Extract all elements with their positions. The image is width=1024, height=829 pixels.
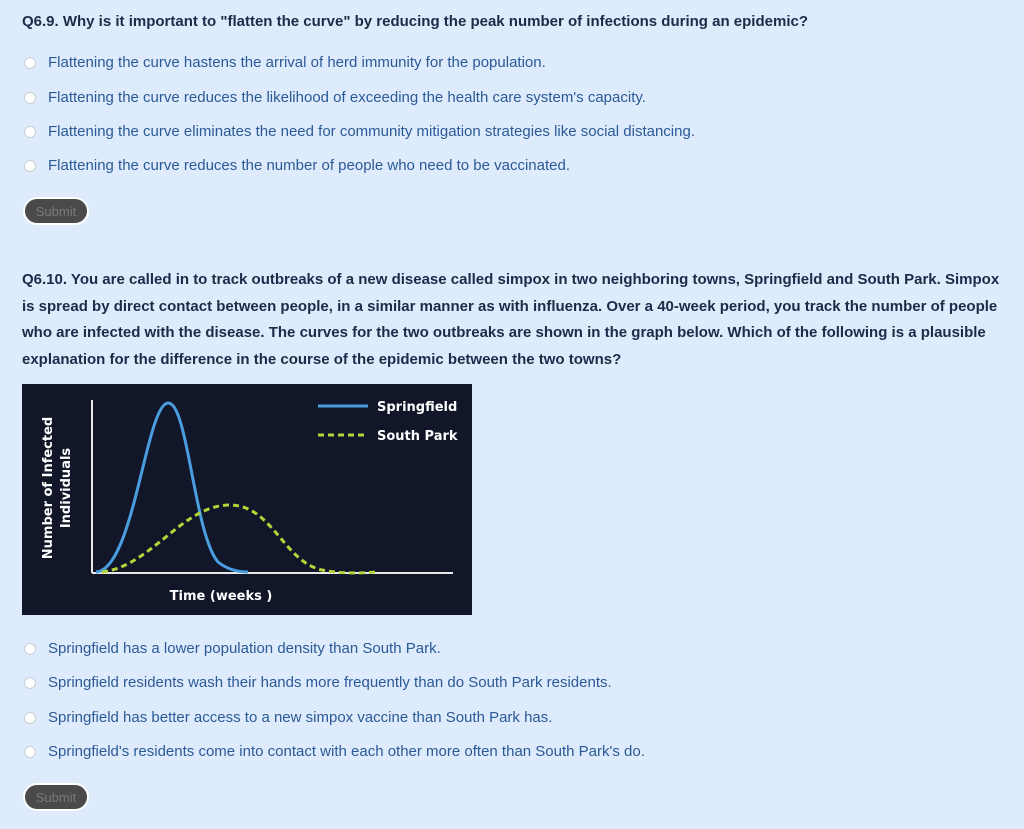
south-park-curve bbox=[102, 505, 378, 573]
option-label: Flattening the curve eliminates the need for community mitigation strategies like social distancing. bbox=[48, 123, 695, 140]
legend-springfield: Springfield bbox=[377, 400, 458, 415]
radio-button[interactable] bbox=[24, 712, 36, 724]
q2-option-1[interactable] bbox=[24, 640, 441, 657]
q1-option-2[interactable] bbox=[24, 89, 646, 106]
radio-button[interactable] bbox=[24, 160, 36, 172]
x-axis-label: Time (weeks ) bbox=[169, 589, 273, 604]
radio-button[interactable] bbox=[24, 57, 36, 69]
y-axis-label-line1: Number of Infected bbox=[41, 416, 56, 560]
question-6-10-title: Q6.10. You are called in to track outbreaks of a new disease called simpox in two neighboring towns, Springfield and South Park. Simpox is spread by direct contact between people, in a similar manner as with influenza. Over a 40-week period, you track the number of people who are infected with the disease. The curves for the two outbreaks are shown in the graph below. Which of the following is a plausible explanation for the difference in the course of the epidemic between the two towns? bbox=[22, 271, 1000, 368]
q2-option-4[interactable] bbox=[24, 743, 645, 760]
question-6-9-title: Q6.9. Why is it important to "flatten the curve" by reducing the peak number of infections during an epidemic? bbox=[22, 13, 808, 30]
q2-submit-button[interactable]: Submit bbox=[23, 783, 89, 811]
q1-option-1[interactable] bbox=[24, 54, 546, 71]
option-label: Flattening the curve hastens the arrival of herd immunity for the population. bbox=[48, 54, 546, 71]
springfield-curve bbox=[96, 403, 248, 572]
radio-button[interactable] bbox=[24, 126, 36, 138]
option-label: Springfield has a lower population density than South Park. bbox=[48, 640, 441, 657]
chart-svg bbox=[22, 384, 472, 615]
epidemic-curves-figure bbox=[22, 384, 472, 615]
legend-south-park: South Park bbox=[377, 429, 458, 444]
q2-option-2[interactable] bbox=[24, 674, 612, 691]
option-label: Springfield residents wash their hands more frequently than do South Park residents. bbox=[48, 674, 612, 691]
q1-option-3[interactable] bbox=[24, 123, 695, 140]
q2-option-3[interactable] bbox=[24, 709, 552, 726]
radio-button[interactable] bbox=[24, 92, 36, 104]
option-label: Flattening the curve reduces the likelihood of exceeding the health care system's capacity. bbox=[48, 89, 646, 106]
radio-button[interactable] bbox=[24, 643, 36, 655]
y-axis-label-line2: Individuals bbox=[59, 447, 74, 529]
option-label: Springfield's residents come into contact with each other more often than South Park's do. bbox=[48, 743, 645, 760]
q1-submit-button[interactable]: Submit bbox=[23, 197, 89, 225]
option-label: Flattening the curve reduces the number of people who need to be vaccinated. bbox=[48, 157, 571, 174]
radio-button[interactable] bbox=[24, 677, 36, 689]
option-label: Springfield has better access to a new simpox vaccine than South Park has. bbox=[48, 709, 553, 726]
radio-button[interactable] bbox=[24, 746, 36, 758]
q1-option-4[interactable] bbox=[24, 157, 570, 174]
